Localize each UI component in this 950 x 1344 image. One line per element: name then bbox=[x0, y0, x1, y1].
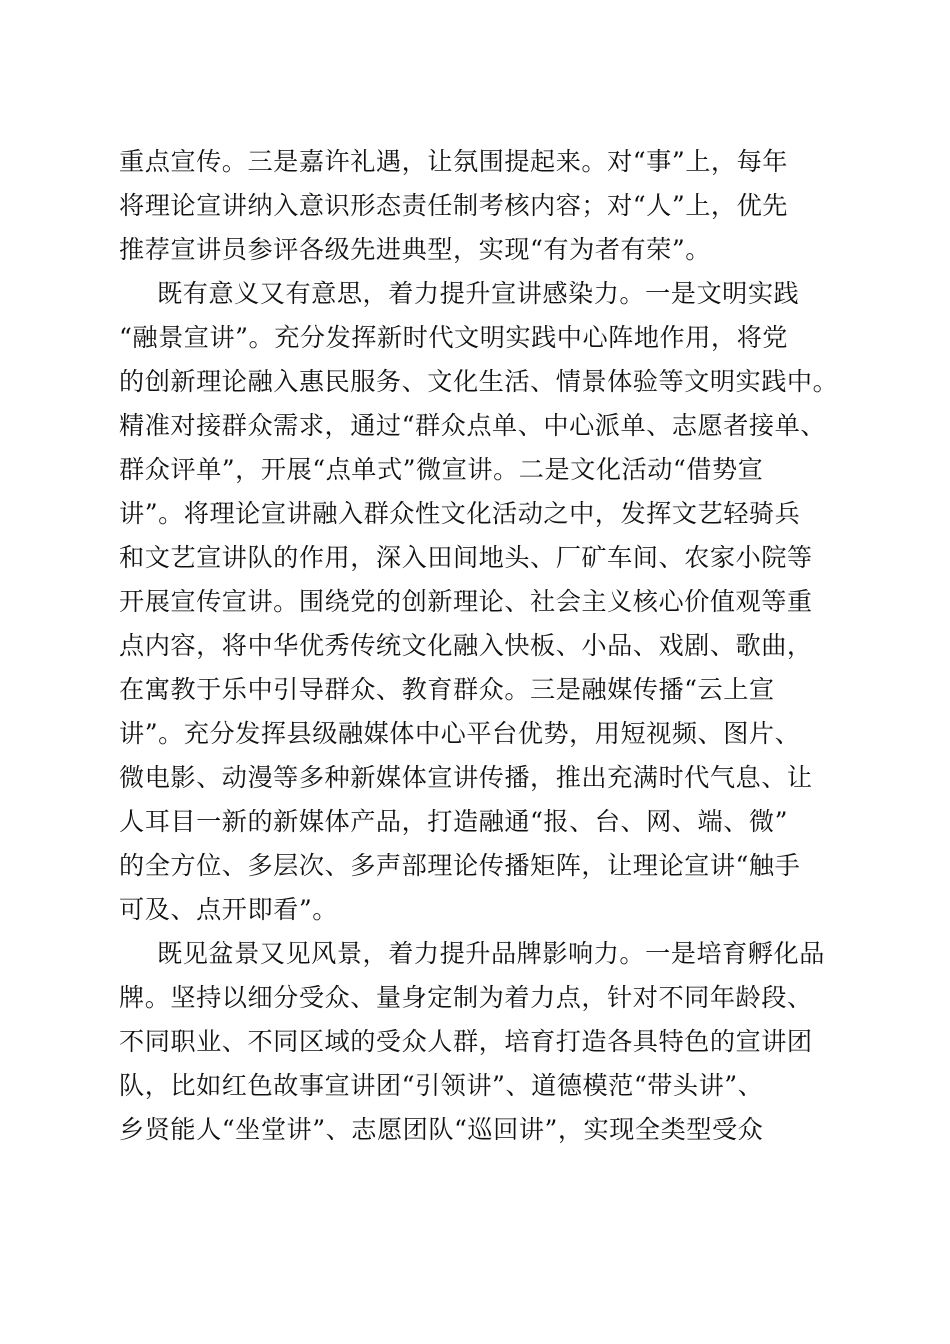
text-line: 的全方位、多层次、多声部理论传播矩阵，让理论宣讲“触手 bbox=[119, 851, 801, 880]
text-line: 可及、点开即看”。 bbox=[119, 895, 338, 924]
text-line: 乡贤能人“坐堂讲”、志愿团队“巡回讲”，实现全类型受众 bbox=[119, 1115, 764, 1144]
paragraph-start-line: 既见盆景又见风景，着力提升品牌影响力。一是培育孵化品 bbox=[157, 939, 825, 968]
text-line: 微电影、动漫等多种新媒体宣讲传播，推出充满时代气息、让 bbox=[119, 763, 813, 792]
text-line: 讲”。将理论宣讲融入群众性文化活动之中，发挥文艺轻骑兵 bbox=[119, 499, 801, 528]
text-line: 队，比如红色故事宣讲团“引领讲”、道德模范“带头讲”、 bbox=[119, 1071, 764, 1100]
text-line: 精准对接群众需求，通过“群众点单、中心派单、志愿者接单、 bbox=[119, 411, 826, 440]
text-line: 人耳目一新的新媒体产品，打造融通“报、台、网、端、微” bbox=[119, 807, 788, 836]
text-line: 重点宣传。三是嘉许礼遇，让氛围提起来。对“事”上，每年 bbox=[119, 147, 788, 176]
text-line: 开展宣传宣讲。围绕党的创新理论、社会主义核心价值观等重 bbox=[119, 587, 813, 616]
text-line: 牌。坚持以细分受众、量身定制为着力点，针对不同年龄段、 bbox=[119, 983, 813, 1012]
text-line: 推荐宣讲员参评各级先进典型，实现“有为者有荣”。 bbox=[119, 235, 711, 264]
text-line: 讲”。充分发挥县级融媒体中心平台优势，用短视频、图片、 bbox=[119, 719, 801, 748]
text-line: 和文艺宣讲队的作用，深入田间地头、厂矿车间、农家小院等 bbox=[119, 543, 813, 572]
text-line: 点内容，将中华优秀传统文化融入快板、小品、戏剧、歌曲， bbox=[119, 631, 813, 660]
text-line: 不同职业、不同区域的受众人群，培育打造各具特色的宣讲团 bbox=[119, 1027, 813, 1056]
text-line: 的创新理论融入惠民服务、文化生活、情景体验等文明实践中。 bbox=[119, 367, 839, 396]
text-line: 群众评单”，开展“点单式”微宣讲。二是文化活动“借势宣 bbox=[119, 455, 764, 484]
text-line: “融景宣讲”。充分发挥新时代文明实践中心阵地作用，将党 bbox=[119, 323, 788, 352]
text-line: 将理论宣讲纳入意识形态责任制考核内容；对“人”上，优先 bbox=[119, 191, 788, 220]
text-line: 在寓教于乐中引导群众、教育群众。三是融媒传播“云上宣 bbox=[119, 675, 775, 704]
paragraph-start-line: 既有意义又有意思，着力提升宣讲感染力。一是文明实践 bbox=[157, 279, 800, 308]
